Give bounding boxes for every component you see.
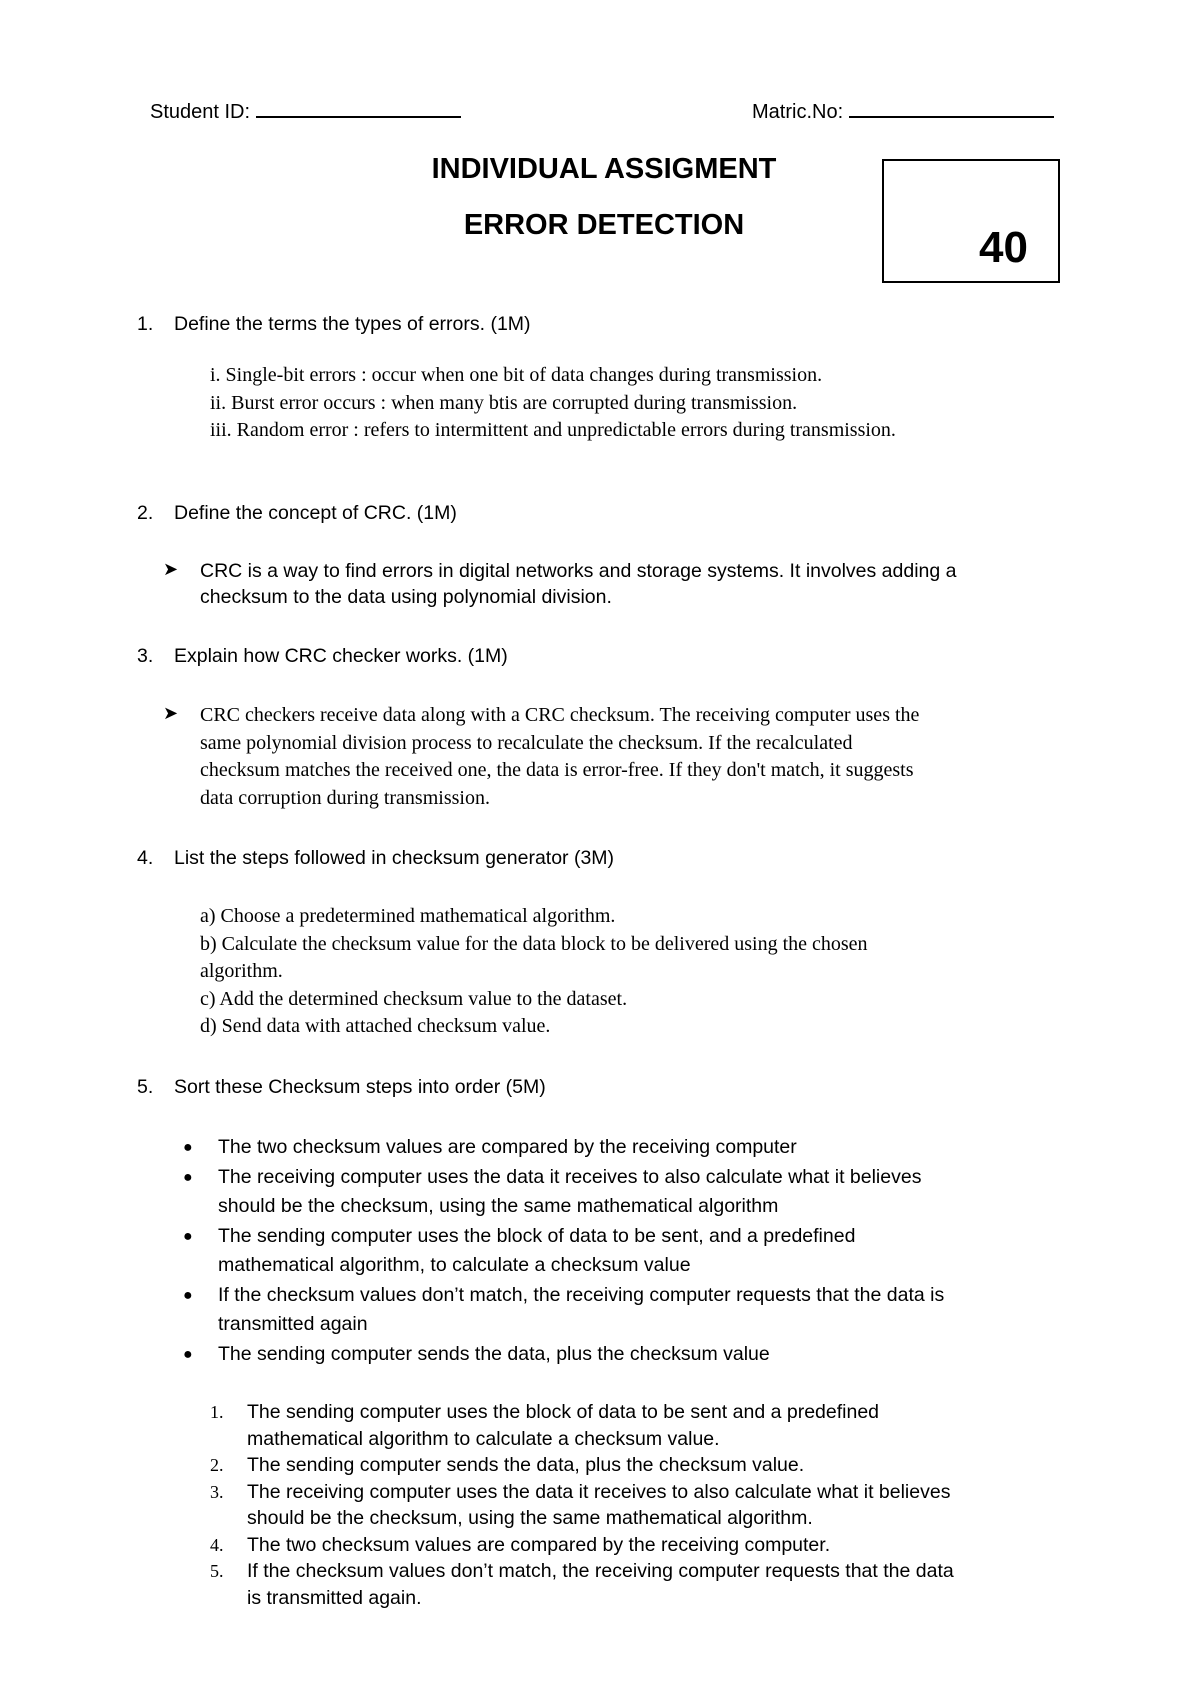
- arrow-bullet-icon: ➤: [163, 559, 179, 579]
- page-subtitle: ERROR DETECTION: [463, 209, 745, 241]
- student-id-label: Student ID:: [150, 101, 251, 123]
- question-5: [137, 1076, 546, 1099]
- answer-line: a) Choose a predetermined mathematical algorithm.: [200, 905, 616, 927]
- list-item: [210, 1532, 1090, 1559]
- question-number: 5.: [137, 1076, 154, 1098]
- list-item: [210, 1399, 1090, 1452]
- list-item-text: The sending computer sends the data, plus the checksum value: [218, 1342, 770, 1365]
- answer-line: d) Send data with attached checksum value.: [200, 1015, 551, 1037]
- score-box: [882, 159, 1060, 283]
- list-item-text: The receiving computer uses the data it receives to also calculate what it believes: [218, 1165, 922, 1188]
- question-number: 2.: [137, 502, 154, 524]
- list-item-text: The two checksum values are compared by the receiving computer.: [247, 1533, 831, 1556]
- unsorted-steps-list: [183, 1133, 1083, 1369]
- list-item-text: The sending computer sends the data, plus the checksum value.: [247, 1454, 805, 1476]
- matric-no-field: [752, 100, 1054, 124]
- list-item: [183, 1133, 1083, 1163]
- student-id-blank: [256, 100, 461, 118]
- list-item-number: 4.: [210, 1534, 224, 1555]
- answer-line: b) Calculate the checksum value for the data block to be delivered using the chosen: [200, 932, 868, 955]
- list-item-text: The two checksum values are compared by the receiving computer: [218, 1136, 797, 1158]
- page-title: INDIVIDUAL ASSIGMENT: [431, 153, 777, 185]
- question-text: Sort these Checksum steps into order (5M): [174, 1076, 546, 1098]
- answer-line: ii. Burst error occurs : when many btis are corrupted during transmission.: [210, 391, 798, 414]
- question-text: Define the concept of CRC. (1M): [174, 502, 457, 524]
- answer-line: CRC is a way to find errors in digital networks and storage systems. It involves adding a: [200, 560, 957, 582]
- list-item: [210, 1558, 1090, 1611]
- list-item-text: should be the checksum, using the same mathematical algorithm.: [247, 1507, 813, 1529]
- answer-2: [163, 558, 1083, 610]
- list-item-text: is transmitted again.: [247, 1586, 422, 1609]
- arrow-bullet-icon: ➤: [163, 703, 179, 723]
- answer-line: iii. Random error : refers to intermittent and unpredictable errors during transmission.: [210, 419, 896, 441]
- answer-line: checksum to the data using polynomial division.: [200, 586, 612, 608]
- answer-1: [210, 362, 896, 445]
- answer-line: checksum matches the received one, the data is error-free. If they don't match, it suggests: [200, 759, 914, 781]
- question-text: Define the terms the types of errors. (1M): [174, 313, 531, 335]
- dot-bullet-icon: ●: [183, 1168, 193, 1186]
- question-1: [137, 313, 531, 336]
- dot-bullet-icon: ●: [183, 1345, 193, 1363]
- list-item-text: The receiving computer uses the data it receives to also calculate what it believes: [247, 1480, 951, 1503]
- list-item-text: If the checksum values don’t match, the receiving computer requests that the data is: [218, 1283, 945, 1306]
- answer-line: algorithm.: [200, 960, 283, 982]
- list-item-text: The sending computer uses the block of data to be sent and a predefined: [247, 1401, 880, 1423]
- list-item-number: 3.: [210, 1481, 224, 1502]
- answer-4: [200, 903, 868, 1041]
- sorted-steps-list: [210, 1399, 1090, 1611]
- list-item-text: should be the checksum, using the same mathematical algorithm: [218, 1195, 779, 1217]
- dot-bullet-icon: ●: [183, 1227, 193, 1245]
- list-item-number: 5.: [210, 1561, 224, 1581]
- answer-line: c) Add the determined checksum value to the dataset.: [200, 987, 628, 1010]
- score-value: 40: [979, 223, 1028, 272]
- list-item: [210, 1479, 1090, 1532]
- answer-line: i. Single-bit errors : occur when one bit of data changes during transmission.: [210, 364, 823, 386]
- question-2: [137, 502, 457, 525]
- question-text: List the steps followed in checksum generator (3M): [174, 847, 615, 869]
- question-number: 1.: [137, 313, 154, 335]
- list-item-text: If the checksum values don’t match, the receiving computer requests that the data: [247, 1560, 954, 1582]
- list-item: [183, 1340, 1083, 1370]
- question-number: 4.: [137, 847, 154, 869]
- list-item-number: 1.: [210, 1402, 224, 1422]
- list-item: [183, 1163, 1083, 1222]
- list-item: [210, 1452, 1090, 1479]
- question-text: Explain how CRC checker works. (1M): [174, 645, 508, 667]
- question-number: 3.: [137, 645, 154, 667]
- answer-line: same polynomial division process to recalculate the checksum. If the recalculated: [200, 731, 853, 754]
- list-item-text: mathematical algorithm to calculate a checksum value.: [247, 1427, 720, 1450]
- matric-no-label: Matric.No:: [752, 101, 844, 123]
- list-item-text: transmitted again: [218, 1313, 368, 1335]
- student-id-field: [150, 100, 461, 124]
- matric-no-blank: [849, 100, 1054, 118]
- answer-line: data corruption during transmission.: [200, 786, 490, 809]
- question-3: [137, 645, 508, 668]
- list-item-text: mathematical algorithm, to calculate a checksum value: [218, 1254, 691, 1276]
- dot-bullet-icon: ●: [183, 1286, 193, 1304]
- answer-line: CRC checkers receive data along with a CRC checksum. The receiving computer uses the: [200, 704, 920, 726]
- list-item: [183, 1281, 1083, 1340]
- question-4: [137, 847, 614, 870]
- list-item: [183, 1222, 1083, 1281]
- list-item-text: The sending computer uses the block of data to be sent, and a predefined: [218, 1224, 856, 1247]
- list-item-number: 2.: [210, 1455, 224, 1475]
- dot-bullet-icon: ●: [183, 1139, 193, 1156]
- answer-3: [163, 702, 1083, 812]
